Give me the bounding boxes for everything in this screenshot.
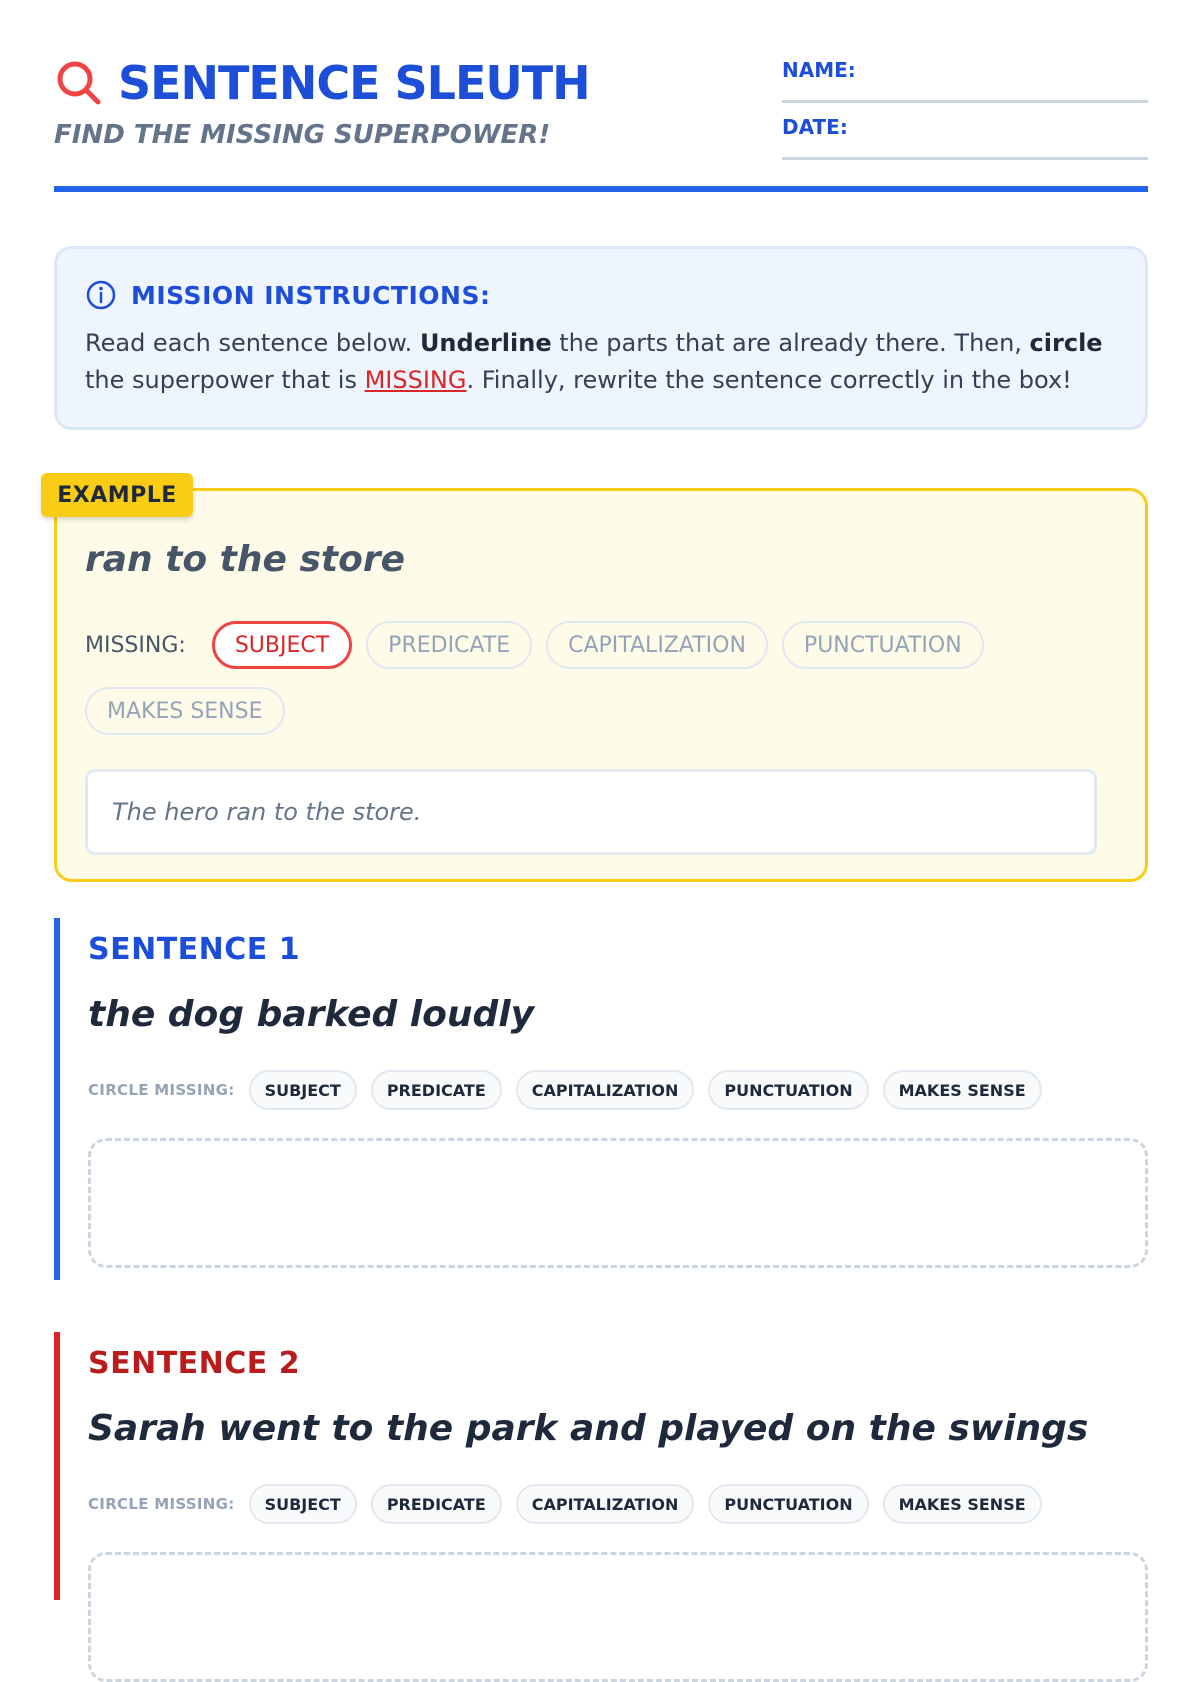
option-capitalization[interactable]: CAPITALIZATION — [516, 1484, 695, 1524]
option-subject[interactable]: SUBJECT — [249, 1484, 357, 1524]
example-option-subject[interactable]: SUBJECT — [212, 621, 352, 669]
example-option-capitalization[interactable]: CAPITALIZATION — [546, 621, 768, 669]
instructions-title: MISSION INSTRUCTIONS: — [131, 280, 491, 310]
example-sentence: ran to the store — [85, 539, 406, 580]
option-predicate[interactable]: PREDICATE — [371, 1070, 502, 1110]
instructions-text — [85, 325, 1117, 399]
example-card — [54, 482, 1148, 882]
sentence-1-answer-box[interactable] — [88, 1138, 1148, 1268]
instructions-text-part: the superpower that is — [85, 366, 365, 394]
option-subject[interactable]: SUBJECT — [249, 1070, 357, 1110]
option-makes-sense[interactable]: MAKES SENSE — [883, 1484, 1042, 1524]
name-field[interactable] — [782, 56, 1148, 103]
example-answer-box: The hero ran to the store. — [85, 769, 1097, 855]
sentence-2-accent-bar — [54, 1332, 60, 1600]
sentence-2-options — [88, 1484, 1056, 1524]
info-icon — [85, 279, 117, 311]
sentence-2-text: Sarah went to the park and played on the swings — [88, 1408, 1089, 1449]
worksheet-page — [54, 0, 1148, 1600]
example-missing-label: MISSING: — [85, 632, 186, 658]
instructions-missing-word: MISSING — [364, 366, 467, 394]
instructions-text-part: . Finally, rewrite the sentence correctly in the box! — [466, 366, 1072, 394]
magnifier-icon — [54, 58, 104, 108]
instructions-panel — [54, 246, 1148, 430]
sentence-2-card — [54, 1332, 1148, 1600]
sentence-1-card — [54, 918, 1148, 1280]
example-options — [85, 619, 1095, 751]
sentence-1-label: SENTENCE 1 — [88, 932, 301, 967]
instructions-text-part: Read each sentence below. — [85, 329, 420, 357]
example-option-makes-sense[interactable]: MAKES SENSE — [85, 687, 285, 735]
option-predicate[interactable]: PREDICATE — [371, 1484, 502, 1524]
option-makes-sense[interactable]: MAKES SENSE — [883, 1070, 1042, 1110]
page-title: SENTENCE SLEUTH — [118, 56, 590, 110]
date-field[interactable] — [782, 113, 1148, 160]
date-label: DATE: — [782, 115, 848, 139]
page-subtitle: FIND THE MISSING SUPERPOWER! — [54, 120, 551, 150]
sentence-2-answer-box[interactable] — [88, 1552, 1148, 1682]
name-label: NAME: — [782, 58, 856, 82]
example-options-row — [85, 685, 1095, 737]
sentence-1-text: the dog barked loudly — [88, 994, 535, 1035]
sentence-1-options — [88, 1070, 1056, 1110]
instructions-text-part: the parts that are already there. Then, — [551, 329, 1030, 357]
example-options-row — [85, 619, 1095, 671]
brand — [54, 58, 590, 108]
header-divider — [54, 186, 1148, 192]
example-tag: EXAMPLE — [41, 473, 193, 517]
instructions-bold-underline: Underline — [419, 329, 552, 357]
example-option-predicate[interactable]: PREDICATE — [366, 621, 532, 669]
instructions-bold-circle: circle — [1029, 329, 1103, 357]
circle-missing-label: CIRCLE MISSING: — [88, 1495, 235, 1513]
student-fields — [782, 56, 1148, 170]
instructions-header — [85, 279, 1117, 311]
option-punctuation[interactable]: PUNCTUATION — [708, 1484, 868, 1524]
sentence-2-label: SENTENCE 2 — [88, 1346, 301, 1381]
option-capitalization[interactable]: CAPITALIZATION — [516, 1070, 695, 1110]
header — [54, 50, 1148, 190]
sentence-1-accent-bar — [54, 918, 60, 1280]
option-punctuation[interactable]: PUNCTUATION — [708, 1070, 868, 1110]
example-option-punctuation[interactable]: PUNCTUATION — [782, 621, 984, 669]
circle-missing-label: CIRCLE MISSING: — [88, 1081, 235, 1099]
